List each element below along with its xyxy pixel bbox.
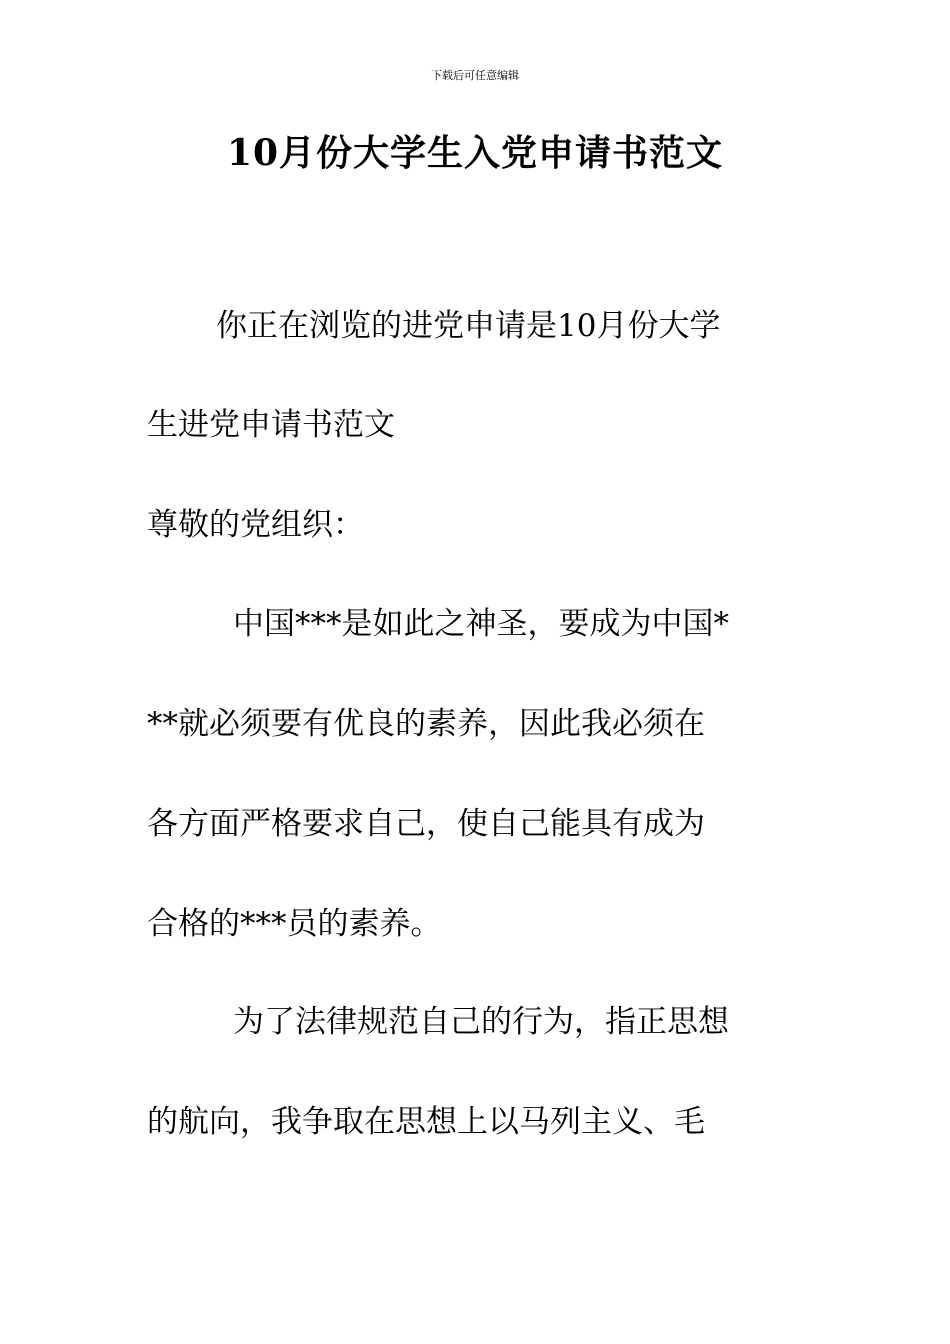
body-line-6: 合格的***员的素养。: [147, 906, 442, 942]
salutation: 尊敬的党组织：: [147, 507, 364, 543]
document-title: 10月份大学生入党申请书范文: [226, 132, 724, 174]
body-line-7: 为了法律规范自己的行为，指正思想: [233, 1004, 729, 1040]
body-line-4: **就必须要有优良的素养，因此我必须在: [147, 706, 705, 742]
body-line-8: 的航向，我争取在思想上以马列主义、毛: [147, 1104, 705, 1140]
body-line-3: 中国***是如此之神圣，要成为中国*: [233, 606, 729, 642]
body-line-5: 各方面严格要求自己，使自己能具有成为: [147, 806, 705, 842]
body-line-1: 你正在浏览的进党申请是10月份大学: [216, 308, 721, 344]
body-line-2: 生进党申请书范文: [147, 407, 395, 443]
header-note: 下载后可任意编辑: [431, 69, 519, 82]
